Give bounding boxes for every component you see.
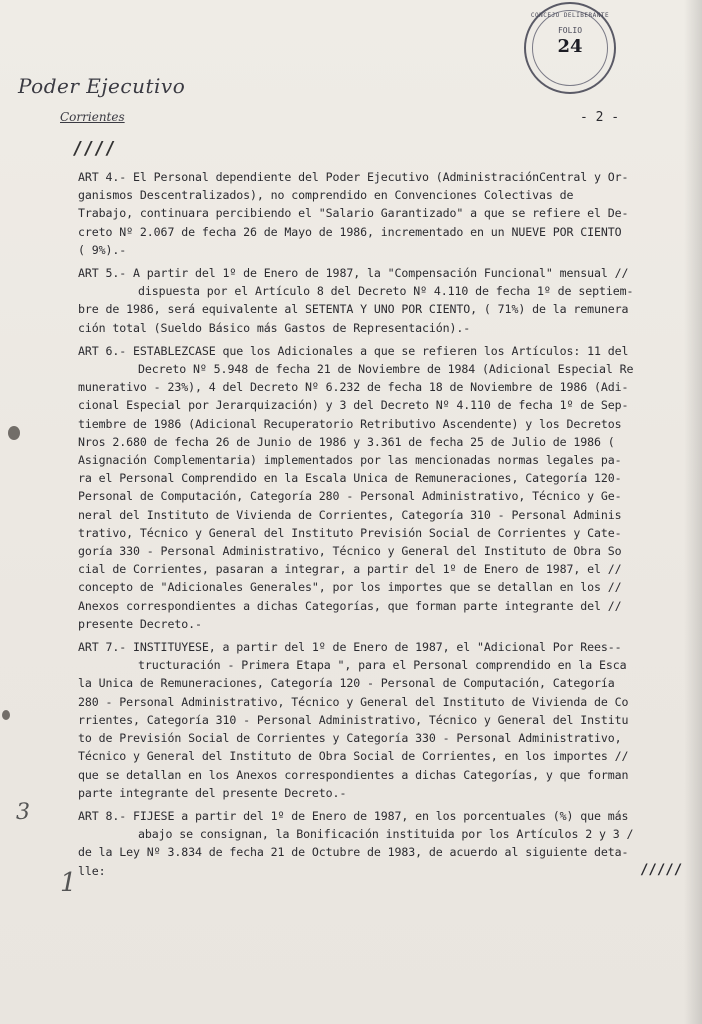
article-line: ra el Personal Comprendido en la Escala Unica de Remuneraciones, Categoría 120-: [78, 471, 622, 486]
article-line: que se detallan en los Anexos correspondientes a dichas Categorías, y que forman: [78, 767, 629, 782]
article-line: rrientes, Categoría 310 - Personal Administrativo, Técnico y General del Institu: [78, 712, 629, 727]
article-line: ( 9%).-: [78, 242, 127, 257]
article-line: tructuración - Primera Etapa ", para el Personal comprendido en la Esca: [138, 658, 627, 673]
article-line: Decreto Nº 5.948 de fecha 21 de Noviembre de 1984 (Adicional Especial Re: [138, 362, 634, 377]
article-line: bre de 1986, será equivalente al SETENTA Y UNO POR CIENTO, ( 71%) de la remunera: [78, 302, 629, 317]
article-line: ART 7.- INSTITUYESE, a partir del 1º de Enero de 1987, el "Adicional Por Rees--: [78, 640, 622, 655]
article-line: trativo, Técnico y General del Instituto Previsión Social de Corrientes y Cate-: [78, 525, 622, 540]
letterhead-subheading: Corrientes: [60, 110, 125, 124]
stamp-folio-label: FOLIO: [557, 26, 583, 35]
article-line: Trabajo, continuara percibiendo el "Salario Garantizado" a que se refiere el De-: [78, 206, 629, 221]
article-line: concepto de "Adicionales Generales", por los importes que se detallan en los //: [78, 580, 622, 595]
article-line: goría 330 - Personal Administrativo, Técnico y General del Instituto de Obra So: [78, 544, 622, 559]
binder-hole-mark: [2, 710, 10, 720]
page-edge-shadow: [684, 0, 702, 1024]
article-line: ART 6.- ESTABLEZCASE que los Adicionales a que se refieren los Artículos: 11 del: [78, 343, 629, 358]
article-line: Anexos correspondientes a dichas Categorías, que forman parte integrante del //: [78, 598, 622, 613]
article-line: ART 8.- FIJESE a partir del 1º de Enero de 1987, en los porcentuales (%) que más: [78, 808, 629, 823]
letterhead-title: Poder Ejecutivo: [18, 74, 186, 98]
article-line: neral del Instituto de Vivienda de Corrientes, Categoría 310 - Personal Adminis: [78, 507, 622, 522]
binder-hole-mark: [8, 426, 20, 440]
folio-stamp: [524, 2, 616, 94]
article-line: ART 5.- A partir del 1º de Enero de 1987, la "Compensación Funcional" mensual //: [78, 266, 629, 281]
article-line: to de Previsión Social de Corrientes y Categoría 330 - Personal Administrativo,: [78, 731, 622, 746]
article-8: [78, 807, 682, 880]
article-line: de la Ley Nº 3.834 de fecha 21 de Octubre de 1983, de acuerdo al siguiente deta-: [78, 845, 629, 860]
article-line: Nros 2.680 de fecha 26 de Junio de 1986 y 3.361 de fecha 25 de Julio de 1986 (: [78, 434, 615, 449]
stamp-folio-number: 24: [557, 36, 583, 57]
article-line: ción total (Sueldo Básico más Gastos de Representación).-: [78, 320, 471, 335]
stamp-ring-text: CONCEJO DELIBERANTE: [530, 12, 610, 19]
article-6: [78, 342, 682, 633]
article-line: cial de Corrientes, pasaran a integrar, a partir del 1º de Enero de 1987, el //: [78, 562, 622, 577]
article-7: [78, 638, 682, 802]
article-line: Asignación Complementaria) implementados por las mencionadas normas legales pa-: [78, 453, 622, 468]
page-number: - 2 -: [580, 110, 620, 125]
article-line: ART 4.- El Personal dependiente del Poder Ejecutivo (AdministraciónCentral y Or-: [78, 170, 629, 184]
article-line: tiembre de 1986 (Adicional Recuperatorio Retributivo Ascendente) y los Decretos: [78, 416, 622, 431]
article-line: la Unica de Remuneraciones, Categoría 120 - Personal de Computación, Categoría: [78, 676, 615, 691]
decree-body: [78, 168, 682, 885]
article-5: [78, 264, 682, 337]
article-line: munerativo - 23%), 4 del Decreto Nº 6.232 de fecha 18 de Noviembre de 1986 (Adi-: [78, 380, 629, 395]
article-4: [78, 168, 682, 259]
closing-slashes: /////: [640, 862, 683, 878]
article-line: creto Nº 2.067 de fecha 26 de Mayo de 1986, incrementado en un NUEVE POR CIENTO: [78, 224, 622, 239]
article-line: Personal de Computación, Categoría 280 - Personal Administrativo, Técnico y Ge-: [78, 489, 622, 504]
article-line: presente Decreto.-: [78, 616, 202, 631]
article-line: 280 - Personal Administrativo, Técnico y General del Instituto de Vivienda de Co: [78, 694, 629, 709]
article-line: ganismos Descentralizados), no comprendido en Convenciones Colectivas de: [78, 188, 574, 203]
article-line: lle:: [78, 863, 106, 878]
article-line: parte integrante del presente Decreto.-: [78, 785, 347, 800]
letterhead-slashes: ////: [72, 138, 116, 159]
article-line: Técnico y General del Instituto de Obra Social de Corrientes, en los importes //: [78, 749, 629, 764]
margin-handwritten-mark: 3: [16, 800, 30, 825]
margin-handwritten-mark: 1: [60, 868, 77, 898]
article-line: abajo se consignan, la Bonificación instituida por los Artículos 2 y 3 /: [138, 827, 634, 842]
article-line: dispuesta por el Artículo 8 del Decreto Nº 4.110 de fecha 1º de septiem-: [138, 284, 634, 299]
article-line: cional Especial por Jerarquización) y 3 del Decreto Nº 4.110 de fecha 1º de Sep-: [78, 398, 629, 413]
